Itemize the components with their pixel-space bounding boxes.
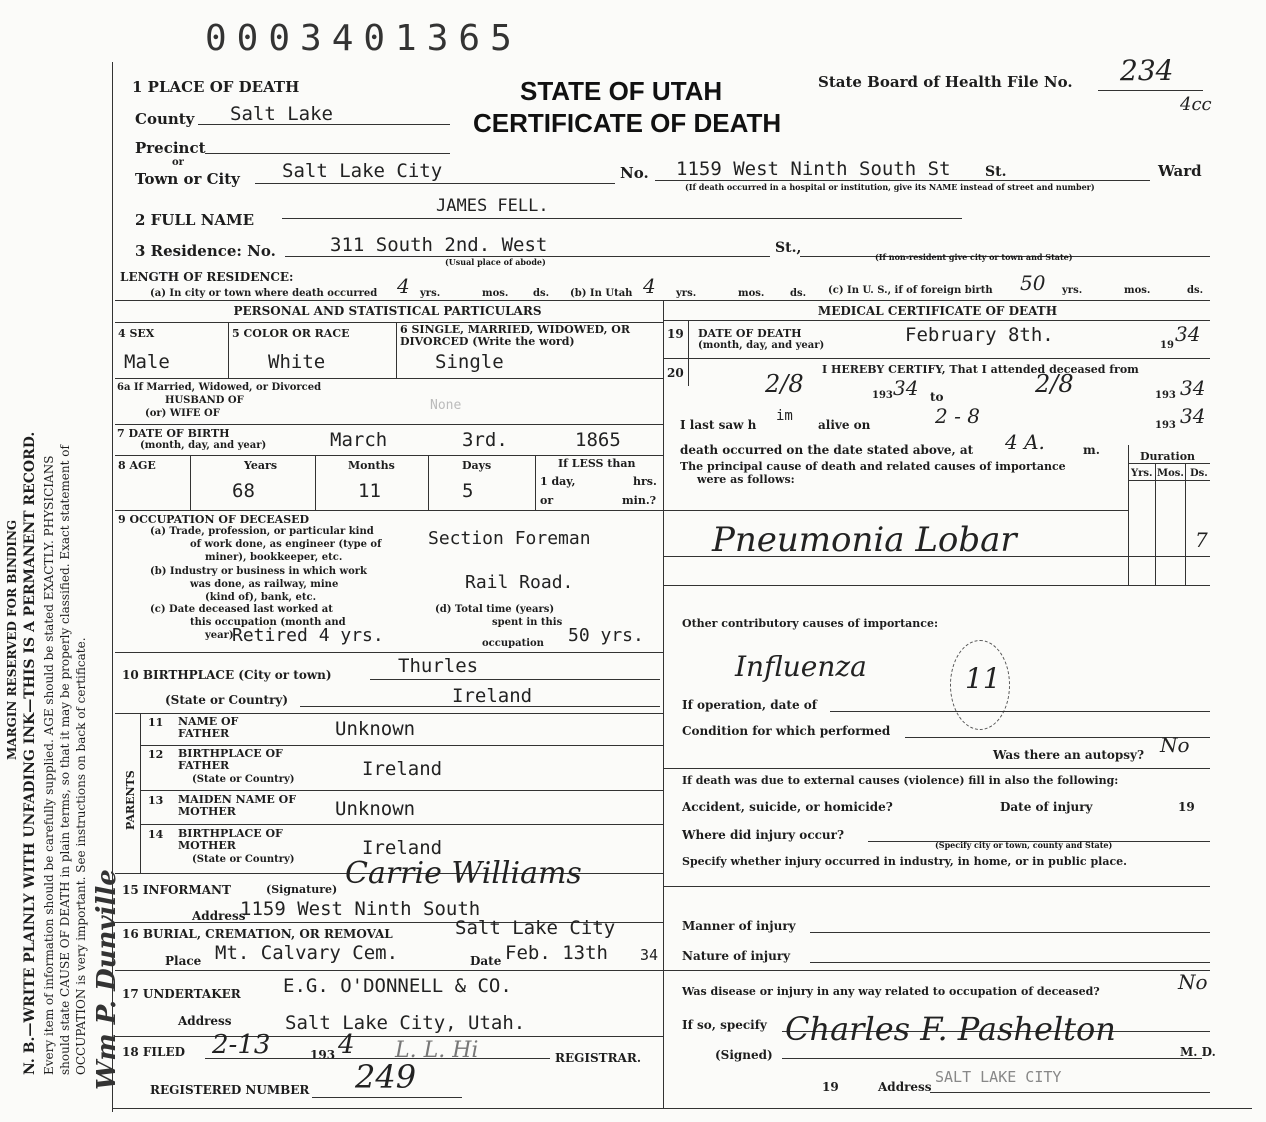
occupation-c-3: year) (205, 630, 234, 641)
burial-year: 34 (640, 946, 659, 964)
length-b-label: (b) In Utah (570, 288, 633, 299)
occupation-b-1: (b) Industry or business in which work (150, 566, 367, 577)
father-name-no: 11 (148, 716, 164, 729)
if-so-label: If so, specify (682, 1018, 767, 1032)
last-saw-him: im (776, 408, 793, 424)
occupation-c-2: this occupation (month and (190, 617, 346, 628)
death-time-m: m. (1083, 443, 1100, 457)
attended-to-19: 193 (1155, 390, 1176, 401)
spouse-label-3: (or) WIFE OF (145, 408, 220, 419)
length-c-yrs: yrs. (1062, 285, 1083, 296)
external-label: If death was due to external causes (violence) fill in also the following: (682, 774, 1119, 787)
other-causes-label: Other contributory causes of importance: (682, 617, 939, 630)
length-b-mos: mos. (738, 288, 765, 299)
occupation-b-3: (kind of), bank, etc. (205, 592, 317, 603)
spouse-label-1: 6a If Married, Widowed, or Divorced (117, 382, 322, 393)
last-saw-date: 2 - 8 (935, 404, 980, 428)
filed-date: 2-13 (212, 1030, 271, 1060)
instruction-line-2: Every item of information should be carefully supplied. AGE should be stated EXACTLY. PHYSICIANS (42, 455, 56, 1075)
to-label: to (930, 390, 944, 404)
duration-mos: Mos. (1157, 468, 1184, 479)
undertaker-name: E.G. O'DONNELL & CO. (283, 975, 512, 997)
dod-year-19: 19 (1160, 340, 1174, 351)
st-label: St. (985, 164, 1007, 180)
attended-from: 2/8 (765, 370, 804, 398)
spouse-value: None (430, 398, 462, 413)
length-c-value: 50 (1020, 271, 1046, 295)
signed-label: (Signed) (715, 1048, 773, 1062)
marital-value: Single (435, 351, 504, 373)
age-label: 8 AGE (118, 459, 156, 472)
birthplace-country: Ireland (452, 685, 533, 707)
mother-bp-sub: (State or Country) (192, 854, 295, 865)
burial-place-label: Place (165, 954, 202, 968)
marital-label: 6 SINGLE, MARRIED, WIDOWED, OR DIVORCED (Write the word) (400, 323, 631, 348)
handwritten-mark-text: 11 (965, 662, 1001, 695)
attended-to: 2/8 (1035, 370, 1074, 398)
length-c-label: (c) In U. S., if of foreign birth (828, 285, 993, 296)
undertaker-address-label: Address (178, 1014, 232, 1028)
burial-city: Salt Lake City (455, 917, 616, 939)
spouse-label-2: HUSBAND OF (165, 395, 244, 406)
age-1day: 1 day, (540, 475, 576, 488)
manner-label: Manner of injury (682, 919, 796, 933)
father-name-label: NAME OF FATHER (178, 715, 239, 740)
state-title: STATE OF UTAH (520, 76, 723, 106)
father-bp-label: BIRTHPLACE OF FATHER (178, 747, 283, 772)
county-value: Salt Lake (230, 103, 333, 125)
specify-label: Specify whether injury occurred in industry, in home, or in public place. (682, 855, 1127, 868)
serial-number: 0003401365 (205, 18, 522, 59)
age-hrs: hrs. (633, 475, 657, 488)
date-injury-label: Date of injury (1000, 800, 1093, 814)
duration-label: Duration (1140, 450, 1196, 463)
certify-text: I HEREBY CERTIFY, That I attended deceased from (822, 363, 1139, 376)
occupation-b-2: was done, as railway, mine (190, 579, 339, 590)
county-label: County (135, 110, 195, 128)
length-title: LENGTH OF RESIDENCE: (120, 270, 294, 284)
hospital-note: (If death occurred in a hospital or institution, give its NAME instead of street and number) (685, 182, 1095, 192)
full-name-value: JAMES FELL. (436, 196, 549, 216)
certificate-title: CERTIFICATE OF DEATH (473, 108, 782, 138)
attended-from-year: 34 (893, 376, 919, 400)
occupation-a-1: (a) Trade, profession, or particular kind (150, 526, 374, 537)
medical-header: MEDICAL CERTIFICATE OF DEATH (817, 304, 1058, 318)
filed-label: 18 FILED (122, 1045, 185, 1059)
usual-abode-note: (Usual place of abode) (445, 257, 546, 267)
undertaker-label: 17 UNDERTAKER (122, 987, 241, 1001)
cause-of-death: Pneumonia Lobar (712, 520, 1017, 560)
undertaker-address: Salt Lake City, Utah. (285, 1012, 526, 1034)
mother-bp-value: Ireland (362, 837, 443, 859)
md-label: M. D. (1180, 1045, 1216, 1059)
length-b-value: 4 (643, 274, 656, 298)
instruction-line-4: OCCUPATION is very important. See instructions on back of certificate. (74, 637, 88, 1075)
autopsy-value: No (1160, 733, 1190, 757)
age-days-label: Days (462, 459, 492, 472)
town-label: Town or City (135, 170, 240, 188)
registered-number-label: REGISTERED NUMBER (150, 1083, 310, 1097)
age-less-label: If LESS than (558, 457, 636, 470)
informant-sig-label: (Signature) (266, 883, 338, 896)
length-c-mos: mos. (1124, 285, 1151, 296)
dob-day: 3rd. (462, 429, 508, 451)
occupation-d-value: 50 yrs. (568, 625, 644, 646)
dob-label: 7 DATE OF BIRTH (117, 427, 230, 440)
or-label: or (172, 157, 184, 168)
personal-header: PERSONAL AND STATISTICAL PARTICULARS (233, 304, 542, 318)
informant-address: 1159 West Ninth South (240, 898, 481, 920)
death-time: 4 A. (1005, 430, 1045, 454)
nb-instruction-text: N. B.—WRITE PLAINLY WITH UNFADING INK—THIS IS A PERMANENT RECORD. (22, 431, 38, 1075)
occupation-d-1: (d) Total time (years) (435, 604, 555, 615)
registered-number: 249 (355, 1058, 417, 1096)
duration-ds: Ds. (1190, 468, 1208, 479)
last-saw-year: 34 (1180, 404, 1206, 428)
town-value: Salt Lake City (282, 160, 443, 182)
were-label: were as follows: (697, 473, 795, 486)
length-a-mos: mos. (482, 288, 509, 299)
age-years-value: 68 (232, 480, 255, 502)
precinct-label: Precinct (135, 139, 206, 157)
age-months-label: Months (348, 459, 395, 472)
informant-signature: Carrie Williams (345, 856, 582, 891)
death-address: 1159 West Ninth South St (676, 158, 951, 180)
filed-year-prefix: 193 (310, 1048, 336, 1062)
birthplace-state-label: (State or Country) (165, 693, 289, 707)
age-months-value: 11 (358, 480, 381, 502)
nature-label: Nature of injury (682, 949, 791, 963)
sex-value: Male (124, 351, 170, 373)
length-a-value: 4 (397, 274, 410, 298)
father-bp-value: Ireland (362, 758, 443, 780)
physician-address: SALT LAKE CITY (935, 1068, 1062, 1086)
informant-label: 15 INFORMANT (122, 883, 231, 897)
operation-label: If operation, date of (682, 698, 817, 712)
color-value: White (268, 351, 326, 373)
autopsy-label: Was there an autopsy? (993, 748, 1145, 762)
mother-name-value: Unknown (335, 798, 416, 820)
occupation-a-value: Section Foreman (428, 528, 591, 549)
registrar-label: REGISTRAR. (555, 1051, 642, 1065)
filed-year: 4 (338, 1030, 355, 1060)
burial-date: Feb. 13th (505, 942, 608, 964)
age-min: min.? (622, 494, 657, 507)
occupation-c-value: Retired 4 yrs. (232, 625, 384, 646)
death-occurred-label: death occurred on the date stated above, at (680, 443, 974, 457)
last-saw-19: 193 (1155, 420, 1176, 431)
residence-st: St., (775, 240, 802, 256)
dod-value: February 8th. (905, 324, 1054, 346)
last-saw-label: I last saw h (680, 418, 757, 432)
birthplace-label: 10 BIRTHPLACE (City or town) (122, 668, 332, 682)
physician-address-label: Address (878, 1080, 932, 1094)
sex-label: 4 SEX (118, 327, 155, 340)
occupation-d-3: occupation (482, 638, 544, 649)
dod-no: 19 (667, 327, 684, 341)
burial-date-label: Date (470, 954, 502, 968)
dob-sub: (month, day, and year) (140, 440, 267, 451)
duration-yrs: Yrs. (1131, 468, 1153, 479)
place-title: 1 PLACE OF DEATH (132, 78, 300, 96)
length-b-yrs: yrs. (676, 288, 697, 299)
where-injury-sub: (Specify city or town, county and State) (935, 840, 1113, 850)
dob-year: 1865 (575, 429, 621, 451)
age-or: or (540, 494, 554, 507)
alive-on-label: alive on (818, 418, 871, 432)
nonresident-note: (If non-resident give city or town and State) (875, 252, 1073, 262)
condition-label: Condition for which performed (682, 724, 891, 738)
father-bp-no: 12 (148, 748, 164, 761)
occupation-a-2: of work done, as engineer (type of (190, 539, 382, 550)
full-name-label: 2 FULL NAME (135, 211, 255, 229)
length-a-ds: ds. (533, 288, 550, 299)
certify-no: 20 (667, 366, 684, 380)
parents-side-label: PARENTS (124, 770, 137, 830)
residence-value: 311 South 2nd. West (330, 234, 548, 256)
occupation-title: 9 OCCUPATION OF DECEASED (118, 513, 310, 526)
ward-label: Ward (1158, 162, 1202, 180)
attended-from-19: 193 (872, 390, 893, 401)
father-name-value: Unknown (335, 718, 416, 740)
occupation-d-2: spent in this (492, 617, 563, 628)
length-b-ds: ds. (790, 288, 807, 299)
occupation-b-value: Rail Road. (465, 572, 574, 593)
accident-label: Accident, suicide, or homicide? (682, 800, 893, 814)
file-number-label: State Board of Health File No. (818, 73, 1073, 91)
margin-reserved-text: MARGIN RESERVED FOR BINDING (5, 519, 19, 760)
dod-label: DATE OF DEATH (698, 327, 802, 340)
dob-month: March (330, 429, 388, 451)
address-no-label: No. (620, 164, 649, 182)
mother-name-no: 13 (148, 794, 164, 807)
related-label: Was disease or injury in any way related to occupation of deceased? (682, 985, 1100, 998)
dod-year: 34 (1175, 322, 1201, 346)
instruction-line-3: should state CAUSE OF DEATH in plain terms, so that it may be properly classified. Exact statement of (58, 445, 72, 1075)
attended-to-year: 34 (1180, 376, 1206, 400)
length-a-yrs: yrs. (420, 288, 441, 299)
file-number: 234 (1120, 54, 1174, 87)
burial-label: 16 BURIAL, CREMATION, OR REMOVAL (122, 927, 393, 941)
mother-bp-label: BIRTHPLACE OF MOTHER (178, 827, 283, 852)
cause-duration-days: 7 (1195, 528, 1208, 552)
principal-label: The principal cause of death and related causes of importance (680, 460, 1066, 473)
mother-name-label: MAIDEN NAME OF MOTHER (178, 793, 297, 818)
other-causes: Influenza (735, 650, 867, 683)
birthplace-city: Thurles (398, 655, 479, 677)
mother-bp-no: 14 (148, 828, 164, 841)
date-injury-19: 19 (1178, 800, 1195, 814)
father-bp-sub: (State or Country) (192, 774, 295, 785)
residence-label: 3 Residence: No. (135, 242, 276, 260)
age-days-value: 5 (462, 480, 474, 502)
age-years-label: Years (244, 459, 278, 472)
occupation-a-3: miner), bookkeeper, etc. (205, 552, 343, 563)
margin-handwriting: Wm P. Dunville (92, 869, 122, 1090)
registrar-signature: L. L. Hi (395, 1038, 479, 1063)
burial-place: Mt. Calvary Cem. (215, 942, 399, 964)
address-19: 19 (822, 1080, 839, 1094)
color-label: 5 COLOR OR RACE (232, 327, 350, 340)
physician-signature: Charles F. Pashelton (785, 1010, 1116, 1048)
length-c-ds: ds. (1187, 285, 1204, 296)
informant-address-label: Address (192, 909, 246, 923)
where-injury-label: Where did injury occur? (682, 828, 845, 842)
length-a-label: (a) In city or town where death occurred (150, 288, 378, 299)
occupation-c-1: (c) Date deceased last worked at (150, 604, 333, 615)
file-number-sub: 4cc (1180, 94, 1212, 115)
related-value: No (1178, 970, 1208, 994)
dod-sub: (month, day, and year) (698, 340, 825, 351)
